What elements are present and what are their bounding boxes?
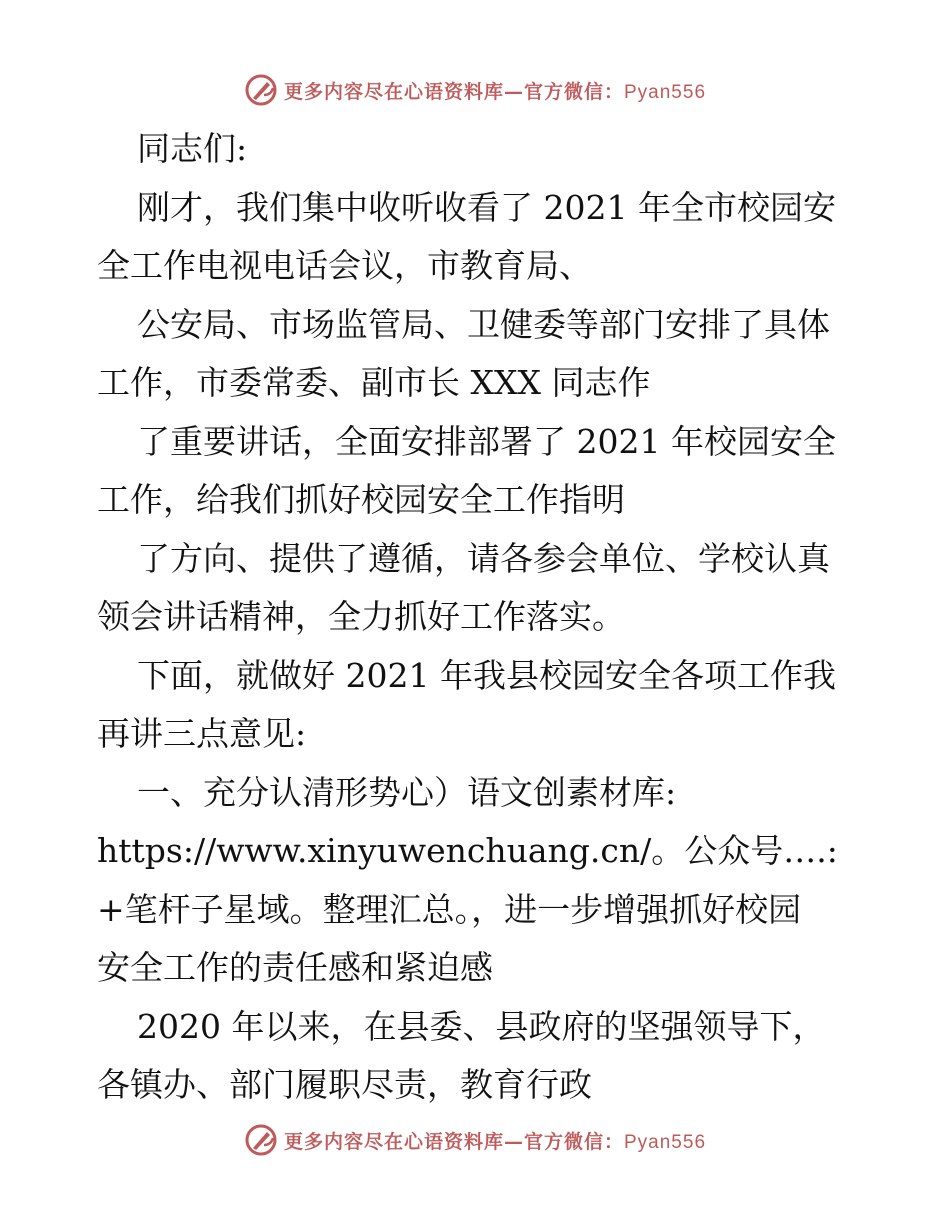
text-line: 安全工作的责任感和紧迫感: [97, 948, 493, 987]
text-line: 各镇办、部门履职尽责，教育行政: [97, 1065, 592, 1104]
footer-watermark: [0, 1120, 950, 1160]
footer-wechat-id: Pyan556: [624, 1131, 707, 1153]
text-line: https://www.xinyuwenchuang.cn/。公众号….:: [97, 831, 838, 870]
text-line: 了方向、提供了遵循，请各参会单位、学校认真: [137, 538, 830, 578]
text-line: 刚才，我们集中收听收看了 2021 年全市校园安: [137, 187, 836, 227]
text-line: 一、充分认清形势心）语文创素材库:: [137, 772, 677, 812]
text-line: 同志们:: [137, 129, 248, 168]
text-line: 全工作电视电话会议，市教育局、: [97, 246, 592, 285]
text-line: 工作，市委常委、副市长 XXX 同志作: [97, 363, 651, 402]
text-line: 领会讲话精神，全力抓好工作落实。: [97, 597, 625, 636]
document-body: [97, 120, 867, 1115]
header-watermark-text: 更多内容尽在心语资料库—官方微信：Pyan556: [283, 80, 707, 103]
header-wechat-id: Pyan556: [624, 81, 707, 103]
text-line: 了重要讲话，全面安排部署了 2021 年校园安全: [137, 421, 836, 461]
text-line: 2020 年以来，在县委、县政府的坚强领导下，: [137, 1006, 826, 1046]
footer-watermark-text: 更多内容尽在心语资料库—官方微信：Pyan556: [283, 1130, 707, 1153]
quill-circle-icon: [244, 73, 278, 107]
text-line: 工作，给我们抓好校园安全工作指明: [97, 480, 625, 519]
text-line: 公安局、市场监管局、卫健委等部门安排了具体: [137, 304, 830, 344]
quill-circle-icon: [244, 1123, 278, 1157]
text-line: 下面，就做好 2021 年我县校园安全各项工作我: [137, 655, 836, 695]
text-line: +笔杆子星域。整理汇总。，进一步增强抓好校园: [97, 889, 802, 929]
header-watermark: [0, 70, 950, 110]
text-line: 再讲三点意见:: [97, 714, 307, 753]
